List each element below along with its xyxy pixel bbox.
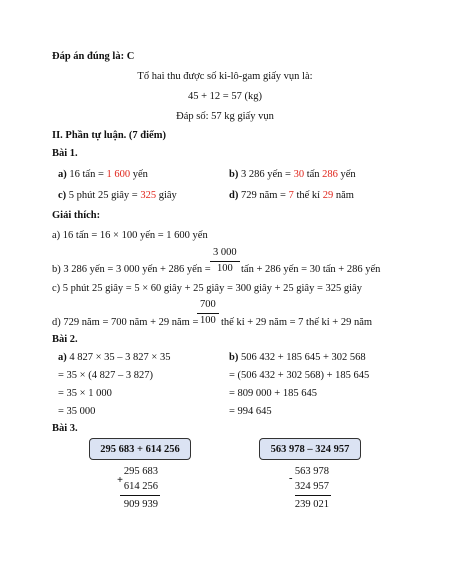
bai1-c-pre: 5 phút 25 giây = (66, 190, 141, 201)
bai3-left-expression-box: 295 683 + 614 256 (89, 438, 191, 460)
bai2-b-line-4: = 994 645 (229, 406, 272, 417)
bai3-right-expression-box: 563 978 – 324 957 (259, 438, 361, 460)
explain-title: Giải thích: (52, 210, 101, 221)
section-title: II. Phần tự luận. (7 điểm) (52, 130, 166, 141)
explain-b-numerator: 3 000 (210, 248, 240, 262)
bai1-d (229, 191, 354, 202)
answer-line-3: Đáp số: 57 kg giấy vụn (176, 111, 274, 122)
bai1-c (58, 191, 177, 202)
answer-label: Đáp án đúng là: C (52, 51, 135, 62)
bai3-right-operator: - (289, 473, 293, 484)
bai3-left-top-number: 295 683 (123, 466, 158, 477)
bai2-a-label: a) (58, 352, 67, 363)
bai1-c-post: giây (156, 190, 177, 201)
bai1-b-mid: tấn (304, 169, 323, 180)
bai2-b-line-3: = 809 000 + 185 645 (229, 388, 317, 399)
bai2-a-expr: 4 827 × 35 – 3 827 × 35 (66, 352, 171, 363)
explain-b-fraction (210, 248, 240, 274)
bai2-a-line-2: = 35 × (4 827 – 3 827) (58, 370, 153, 381)
bai3-title: Bài 3. (52, 423, 78, 434)
bai3-right-bottom-number: 324 957 (294, 481, 329, 492)
bai1-d-mid: thế kỉ (293, 190, 323, 201)
explain-d-prefix: d) 729 năm = 700 năm + 29 năm = (52, 317, 199, 328)
explain-b-suffix: tấn + 286 yến = 30 tấn + 286 yến (241, 264, 381, 275)
bai1-b-value-2: 286 (322, 169, 338, 180)
explain-d-fraction (197, 300, 219, 326)
bai3-right-result: 239 021 (294, 499, 329, 510)
bai2-b-line-2: = (506 432 + 302 568) + 185 645 (229, 370, 370, 381)
explain-d-suffix: thế kỉ + 29 năm = 7 thế kỉ + 29 năm (221, 317, 373, 328)
bai3-left-bottom-number: 614 256 (123, 481, 158, 492)
bai1-a-value: 1 600 (106, 169, 131, 180)
bai3-left-sum-line (120, 495, 160, 496)
bai2-title: Bài 2. (52, 334, 78, 345)
bai1-c-value: 325 (140, 190, 157, 201)
bai1-a-pre: 16 tấn = (66, 169, 107, 180)
bai1-d-value-2: 29 (322, 190, 334, 201)
bai2-b-expr: 506 432 + 185 645 + 302 568 (238, 352, 366, 363)
explain-a: a) 16 tấn = 16 × 100 yến = 1 600 yến (52, 230, 208, 241)
bai1-b-post: yến (337, 169, 356, 180)
bai1-d-value-1: 7 (288, 190, 294, 201)
bai2-a-line-1 (58, 353, 170, 364)
answer-line-2: 45 + 12 = 57 (kg) (188, 91, 262, 102)
bai1-b-pre: 3 286 yến = (238, 169, 294, 180)
bai1-a-label: a) (58, 169, 67, 180)
explain-b-denominator: 100 (216, 262, 233, 274)
bai3-left-result: 909 939 (123, 499, 158, 510)
bai1-d-label: d) (229, 190, 239, 201)
bai3-right-difference-line (295, 495, 331, 496)
explain-c: c) 5 phút 25 giây = 5 × 60 giây + 25 giây = 300 giây + 25 giây = 325 giây (52, 283, 362, 294)
bai1-b (229, 170, 356, 181)
bai3-left-operator: + (117, 475, 123, 486)
bai1-d-pre: 729 năm = (238, 190, 289, 201)
bai1-a (58, 170, 148, 181)
bai2-b-label: b) (229, 352, 239, 363)
bai1-title: Bài 1. (52, 148, 78, 159)
explain-d-denominator: 100 (200, 314, 216, 326)
explain-b-prefix: b) 3 286 yến = 3 000 yến + 286 yến = (52, 264, 211, 275)
bai1-b-value-1: 30 (293, 169, 305, 180)
bai1-c-label: c) (58, 190, 67, 201)
bai1-a-post: yến (130, 169, 148, 180)
bai2-b-line-1 (229, 353, 366, 364)
explain-d-numerator: 700 (197, 300, 219, 314)
answer-line-1: Tổ hai thu được số ki-lô-gam giấy vụn là: (137, 71, 313, 82)
bai2-a-line-3: = 35 × 1 000 (58, 388, 112, 399)
bai1-d-post: năm (333, 190, 354, 201)
bai2-a-line-4: = 35 000 (58, 406, 96, 417)
bai1-b-label: b) (229, 169, 239, 180)
bai3-right-top-number: 563 978 (294, 466, 329, 477)
